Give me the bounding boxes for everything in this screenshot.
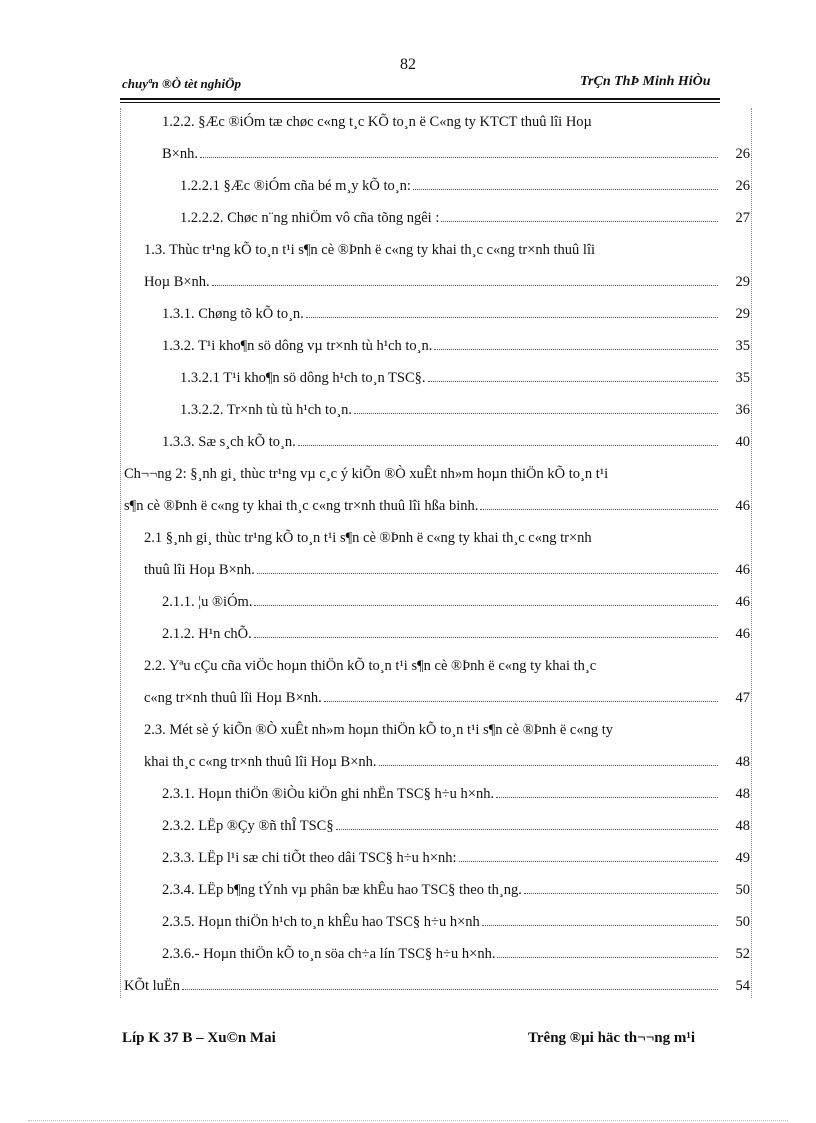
toc-entry: 1.2.2.1 §Æc ®iÓm cña bé m¸y kÕ to¸n: 26 [180, 178, 750, 194]
toc-entry: c«ng tr×nh thuû lîi Hoµ B×nh. 47 [144, 690, 750, 706]
toc-entry: 1.3. Thùc tr¹ng kÕ to¸n t¹i s¶n cè ®Þnh ë c«ng ty khai th¸c c«ng tr×nh thuû lîi [144, 242, 596, 258]
toc-entry: KÕt luËn 54 [124, 978, 750, 994]
toc-entry: 2.3.5. Hoµn thiÖn h¹ch to¸n khÊu hao TSC§ h÷u h×nh 50 [162, 914, 750, 930]
page-number: 82 [400, 56, 416, 73]
toc-entry: 1.3.3. Sæ s¸ch kÕ to¸n. 40 [162, 434, 750, 450]
toc-entry: s¶n cè ®Þnh ë c«ng ty khai th¸c c«ng tr×nh thuû lîi hßa binh. 46 [124, 498, 750, 514]
toc-entry: 2.3.3. LËp l¹i sæ chi tiÕt theo dâi TSC§ h÷u h×nh: 49 [162, 850, 750, 866]
toc-entry: 2.1.1. ¦u ®iÓm. 46 [162, 594, 750, 610]
header-left-title: chuyªn ®Ò tèt nghiÖp [122, 76, 241, 91]
toc-entry: 2.3.6.- Hoµn thiÖn kÕ to¸n söa ch÷a lín TSC§ h÷u h×nh. 52 [162, 946, 750, 962]
toc-entry: 1.3.2.1 T¹i kho¶n sö dông h¹ch to¸n TSC§. 35 [180, 370, 750, 386]
toc-entry: 1.2.2. §Æc ®iÓm tæ chøc c«ng t¸c KÕ to¸n ë C«ng ty KTCT thuû lîi Hoµ [162, 114, 592, 130]
footer-school: Trêng ®µi häc th¬¬ng m¹i [528, 1030, 695, 1046]
toc-entry: B×nh. 26 [162, 146, 750, 162]
toc-entry: 1.2.2.2. Chøc n¨ng nhiÖm vô cña tõng ngêi : 27 [180, 210, 750, 226]
bottom-page-edge [28, 1120, 788, 1121]
toc-entry: Ch¬¬ng 2: §¸nh gi¸ thùc tr¹ng vµ c¸c ý kiÕn ®Ò xuÊt nh»m hoµn thiÖn kÕ to¸n t¹i [124, 466, 609, 482]
toc-entry: 1.3.2. T¹i kho¶n sö dông vµ tr×nh tù h¹ch to¸n. 35 [162, 338, 750, 354]
toc-entry: thuû lîi Hoµ B×nh. 46 [144, 562, 750, 578]
header-right-author: TrÇn ThÞ Minh HiÒu [580, 74, 711, 89]
toc-entry: 2.3.2. LËp ®Çy ®ñ thÎ TSC§ 48 [162, 818, 750, 834]
footer-class: Líp K 37 B – Xu©n Mai [122, 1030, 276, 1046]
toc-entry: 2.3.1. Hoµn thiÖn ®iÒu kiÖn ghi nhËn TSC§ h÷u h×nh. 48 [162, 786, 750, 802]
toc-entry: 1.3.2.2. Tr×nh tù tù h¹ch to¸n. 36 [180, 402, 750, 418]
toc-entry: 2.1 §¸nh gi¸ thùc tr¹ng kÕ to¸n t¹i s¶n cè ®Þnh ë c«ng ty khai th¸c c«ng tr×nh [144, 530, 592, 546]
toc-entry: 2.3.4. LËp b¶ng tÝnh vµ phân bæ khÊu hao TSC§ theo th¸ng. 50 [162, 882, 750, 898]
toc-entry: 1.3.1. Chøng tõ kÕ to¸n. 29 [162, 306, 750, 322]
header-rule-thin [120, 102, 720, 103]
toc-entry: 2.1.2. H¹n chÕ. 46 [162, 626, 750, 642]
header-rule [120, 98, 720, 100]
toc-entry: 2.3. Mét sè ý kiÕn ®Ò xuÊt nh»m hoµn thiÖn kÕ to¸n t¹i s¶n cè ®Þnh ë c«ng ty [144, 722, 614, 738]
toc-entry: Hoµ B×nh. 29 [144, 274, 750, 290]
toc-entry: 2.2. Yªu cÇu cña viÖc hoµn thiÖn kÕ to¸n t¹i s¶n cè ®Þnh ë c«ng ty khai th¸c [144, 658, 597, 674]
toc-entry: khai th¸c c«ng tr×nh thuû lîi Hoµ B×nh. 48 [144, 754, 750, 770]
